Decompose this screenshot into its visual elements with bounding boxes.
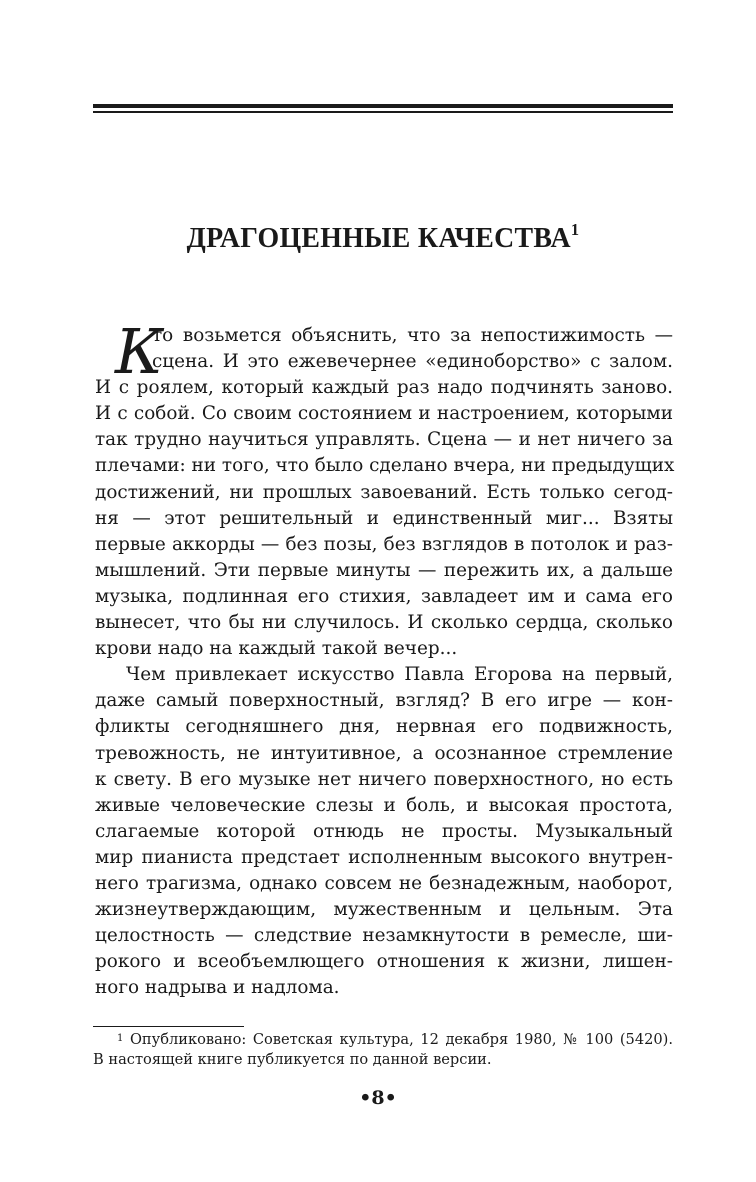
- text-line: то возьмется объяснить, что за непостижимость —: [152, 325, 673, 346]
- text-line: сцена. И это ежевечернее «единоборство» с залом.: [152, 351, 673, 373]
- header-rule-thin: [93, 111, 673, 113]
- text-line: И с собой. Со своим состоянием и настроением, которыми: [95, 403, 673, 425]
- body-text: [95, 315, 675, 1001]
- text-line: жизнеутверждающим, мужественным и цельным. Эта: [95, 899, 673, 921]
- text-line: музыка, подлинная его стихия, завладеет им и сама его: [95, 585, 673, 607]
- text-line: фликты сегодняшнего дня, нервная его подвижность,: [95, 716, 673, 738]
- text-line: так трудно научиться управлять. Сцена — и нет ничего за: [95, 429, 673, 451]
- text-line: мышлений. Эти первые минуты — пережить их, а дальше: [95, 559, 673, 581]
- text-line: живые человеческие слезы и боль, и высокая простота,: [95, 794, 673, 816]
- text-line: ня — этот решительный и единственный миг... Взяты: [95, 507, 673, 529]
- chapter-title-text: ДРАГОЦЕННЫЕ КАЧЕСТВА: [186, 222, 571, 254]
- header-rule-thick: [93, 104, 673, 108]
- footnote: [93, 1030, 673, 1069]
- text-line: рокого и всеобъемлющего отношения к жизни, лишен-: [95, 951, 673, 973]
- text-line: И с роялем, который каждый раз надо подчинять заново.: [95, 377, 673, 399]
- footnote-line-1: Опубликовано: Советская культура, 12 декабря 1980, № 100 (5420).: [129, 1031, 674, 1048]
- text-line: вынесет, что бы ни случилось. И сколько сердца, сколько: [95, 612, 673, 634]
- footnote-line: [93, 1030, 673, 1050]
- text-line: слагаемые которой отнюдь не просты. Музыкальный: [95, 820, 673, 842]
- text-line: тревожность, не интуитивное, а осознанное стремление: [95, 742, 673, 764]
- text-line: к свету. В его музыке нет ничего поверхностного, но есть: [95, 768, 673, 790]
- text-line: целостность — следствие незамкнутости в ремесле, ши-: [95, 925, 673, 947]
- text-line: мир пианиста предстает исполненным высокого внутрен-: [95, 846, 673, 868]
- title-footnote-ref: 1: [570, 220, 580, 239]
- footnote-rule: [93, 1026, 244, 1027]
- footnote-line-2: В настоящей книге публикуется по данной версии.: [93, 1050, 492, 1068]
- page-number: •8•: [359, 1087, 397, 1109]
- text-line: даже самый поверхностный, взгляд? В его игре — кон-: [95, 690, 673, 712]
- chapter-title: [105, 222, 662, 255]
- text-line: ного надрыва и надлома.: [95, 977, 340, 999]
- text-line: крови надо на каждый такой вечер...: [95, 638, 458, 660]
- drop-cap: К: [115, 315, 163, 388]
- text-line: него трагизма, однако совсем не безнадежным, наоборот,: [95, 872, 673, 894]
- footnote-marker: 1: [117, 1033, 124, 1044]
- text-line: плечами: ни того, что было сделано вчера, ни предыдущих: [95, 455, 675, 477]
- text-line: Чем привлекает искусство Павла Егорова на первый,: [126, 664, 673, 686]
- text-line: достижений, ни прошлых завоеваний. Есть только сегод-: [95, 481, 673, 503]
- text-line: первые аккорды — без позы, без взглядов в потолок и раз-: [95, 533, 673, 555]
